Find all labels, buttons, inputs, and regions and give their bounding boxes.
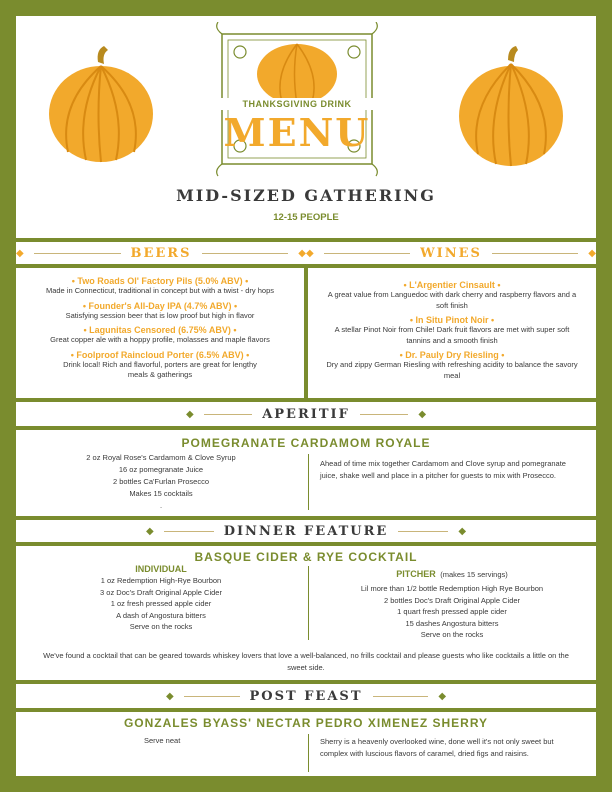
aperitif-panel <box>16 430 596 516</box>
beer-name: • Two Roads Ol' Factory Pils (5.0% ABV) • <box>71 276 249 286</box>
beer-name: • Foolproof Raincloud Porter (6.5% ABV) • <box>70 349 250 360</box>
beer-item <box>24 325 296 346</box>
wines-title: WINES <box>420 245 482 261</box>
header-panel <box>16 16 596 238</box>
beers-panel <box>16 268 304 398</box>
wine-name: • Dr. Pauly Dry Riesling • <box>399 350 505 360</box>
ingredient: 1 oz Redemption High-Rye Bourbon <box>100 576 222 585</box>
post-panel <box>16 712 596 776</box>
beer-desc: Made in Connecticut, traditional in concept but with a twist - dry hops <box>45 286 275 295</box>
ingredient: 3 oz Doc's Draft Original Apple Cider <box>100 587 222 597</box>
divider <box>308 454 309 510</box>
ingredient: 16 oz pomegranate Juice <box>118 465 204 474</box>
aperitif-instructions: Ahead of time mix together Cardamom and Clove syrup and pomegranate juice, shake well and place in a pitcher for guests to mix with Prosecco. <box>320 459 566 480</box>
beer-item <box>24 276 296 297</box>
beer-name: • Founder's All-Day IPA (4.7% ABV) • <box>82 300 238 311</box>
diamond-icon: ◆ <box>186 408 194 420</box>
dinner-panel <box>16 546 596 680</box>
pitcher-recipe <box>308 564 596 641</box>
diamond-icon: ◆ <box>298 247 306 259</box>
people-count: 12-15 PEOPLE <box>273 212 339 223</box>
ingredient: 2 oz Royal Rose's Cardamom & Clove Syrup <box>86 453 236 462</box>
post-desc: Sherry is a heavenly overlooked wine, done well it's not only sweet but complex with luscious flavors of caramel, dried figs and raisins. <box>320 737 554 758</box>
wine-desc: Dry and zippy German Riesling with refreshing acidity to balance the savory meal <box>326 360 578 380</box>
pitcher-title: PITCHER <box>396 569 436 579</box>
wine-name: • L'Argentier Cinsault • <box>403 280 501 290</box>
aperitif-ingredients <box>16 452 306 512</box>
beer-item <box>24 350 296 381</box>
badge-main-label: MENU <box>223 110 371 155</box>
wine-desc: A great value from Languedoc with dark cherry and raspberry flavors and a soft finish <box>327 290 577 310</box>
diamond-icon: ◆ <box>418 408 427 420</box>
ingredient: . <box>159 501 163 510</box>
wines-panel <box>308 268 596 398</box>
dinner-note: We've found a cocktail that can be geared towards whiskey lovers that love a well-balanced, no frills cocktail and please guests who like cocktails a little on the sweet side. <box>43 651 569 672</box>
wine-item <box>326 315 578 346</box>
ingredient: Serve on the rocks <box>129 622 193 631</box>
ingredient: A dash of Angostura bitters <box>116 610 206 620</box>
dinner-drink-name: BASQUE CIDER & RYE COCKTAIL <box>194 550 418 564</box>
ingredient: 2 bottles Ca'Furlan Prosecco <box>112 477 210 486</box>
wine-desc: A stellar Pinot Noir from Chile! Dark fruit flavors are met with super soft tannins and a smooth finish <box>334 325 570 345</box>
ingredient: 15 dashes Angostura bitters <box>405 618 499 628</box>
diamond-icon: ◆ <box>16 247 24 259</box>
ingredient: 1 oz fresh pressed apple cider <box>110 599 212 608</box>
individual-title: INDIVIDUAL <box>135 564 187 574</box>
beer-name: • Lagunitas Censored (6.75% ABV) • <box>83 325 237 335</box>
pumpkin-illustration-left <box>46 44 156 164</box>
beers-wines-header <box>16 242 596 264</box>
divider <box>308 734 309 772</box>
diamond-icon: ◆ <box>306 247 314 259</box>
beer-desc: Great copper ale with a hoppy profile, molasses and maple flavors <box>50 335 270 344</box>
dinner-title: DINNER FEATURE <box>223 523 389 539</box>
post-drink-name: GONZALES BYASS' NECTAR PEDRO XIMENEZ SHERRY <box>123 716 489 730</box>
beer-desc: Satisfying session beer that is low proof but high in flavor <box>65 310 255 320</box>
individual-recipe <box>16 564 306 633</box>
badge-top-label: THANKSGIVING DRINK <box>212 98 382 110</box>
wine-name: • In Situ Pinot Noir • <box>409 315 495 325</box>
post-title: POST FEAST <box>249 688 363 704</box>
post-header <box>16 684 596 708</box>
dinner-header <box>16 520 596 542</box>
diamond-icon: ◆ <box>146 525 154 537</box>
pumpkin-illustration-right <box>456 44 566 168</box>
aperitif-title: APERITIF <box>262 406 350 422</box>
gathering-title: MID-SIZED GATHERING <box>176 186 436 205</box>
aperitif-header <box>16 402 596 426</box>
diamond-icon: ◆ <box>458 525 467 537</box>
beer-item <box>24 301 296 322</box>
pitcher-note: (makes 15 servings) <box>440 570 508 579</box>
diamond-icon: ◆ <box>166 690 174 702</box>
diamond-icon: ◆ <box>588 247 596 259</box>
ingredient: 2 bottles Doc's Draft Original Apple Cider <box>383 595 521 605</box>
beers-title: BEERS <box>130 245 192 261</box>
ingredient: 1 quart fresh pressed apple cider <box>397 607 507 616</box>
beer-desc: Drink local! Rich and flavorful, porters are great for lengthy meals & gatherings <box>63 359 257 379</box>
wine-item <box>326 350 578 381</box>
ingredient: Makes 15 cocktails <box>129 489 193 498</box>
aperitif-drink-name: POMEGRANATE CARDAMOM ROYALE <box>181 436 431 450</box>
wine-item <box>326 280 578 311</box>
diamond-icon: ◆ <box>438 690 447 702</box>
ingredient: Lil more than 1/2 bottle Redemption High Rye Bourbon <box>360 584 544 593</box>
ingredient: Serve on the rocks <box>420 630 484 639</box>
post-serve: Serve neat <box>144 736 181 745</box>
